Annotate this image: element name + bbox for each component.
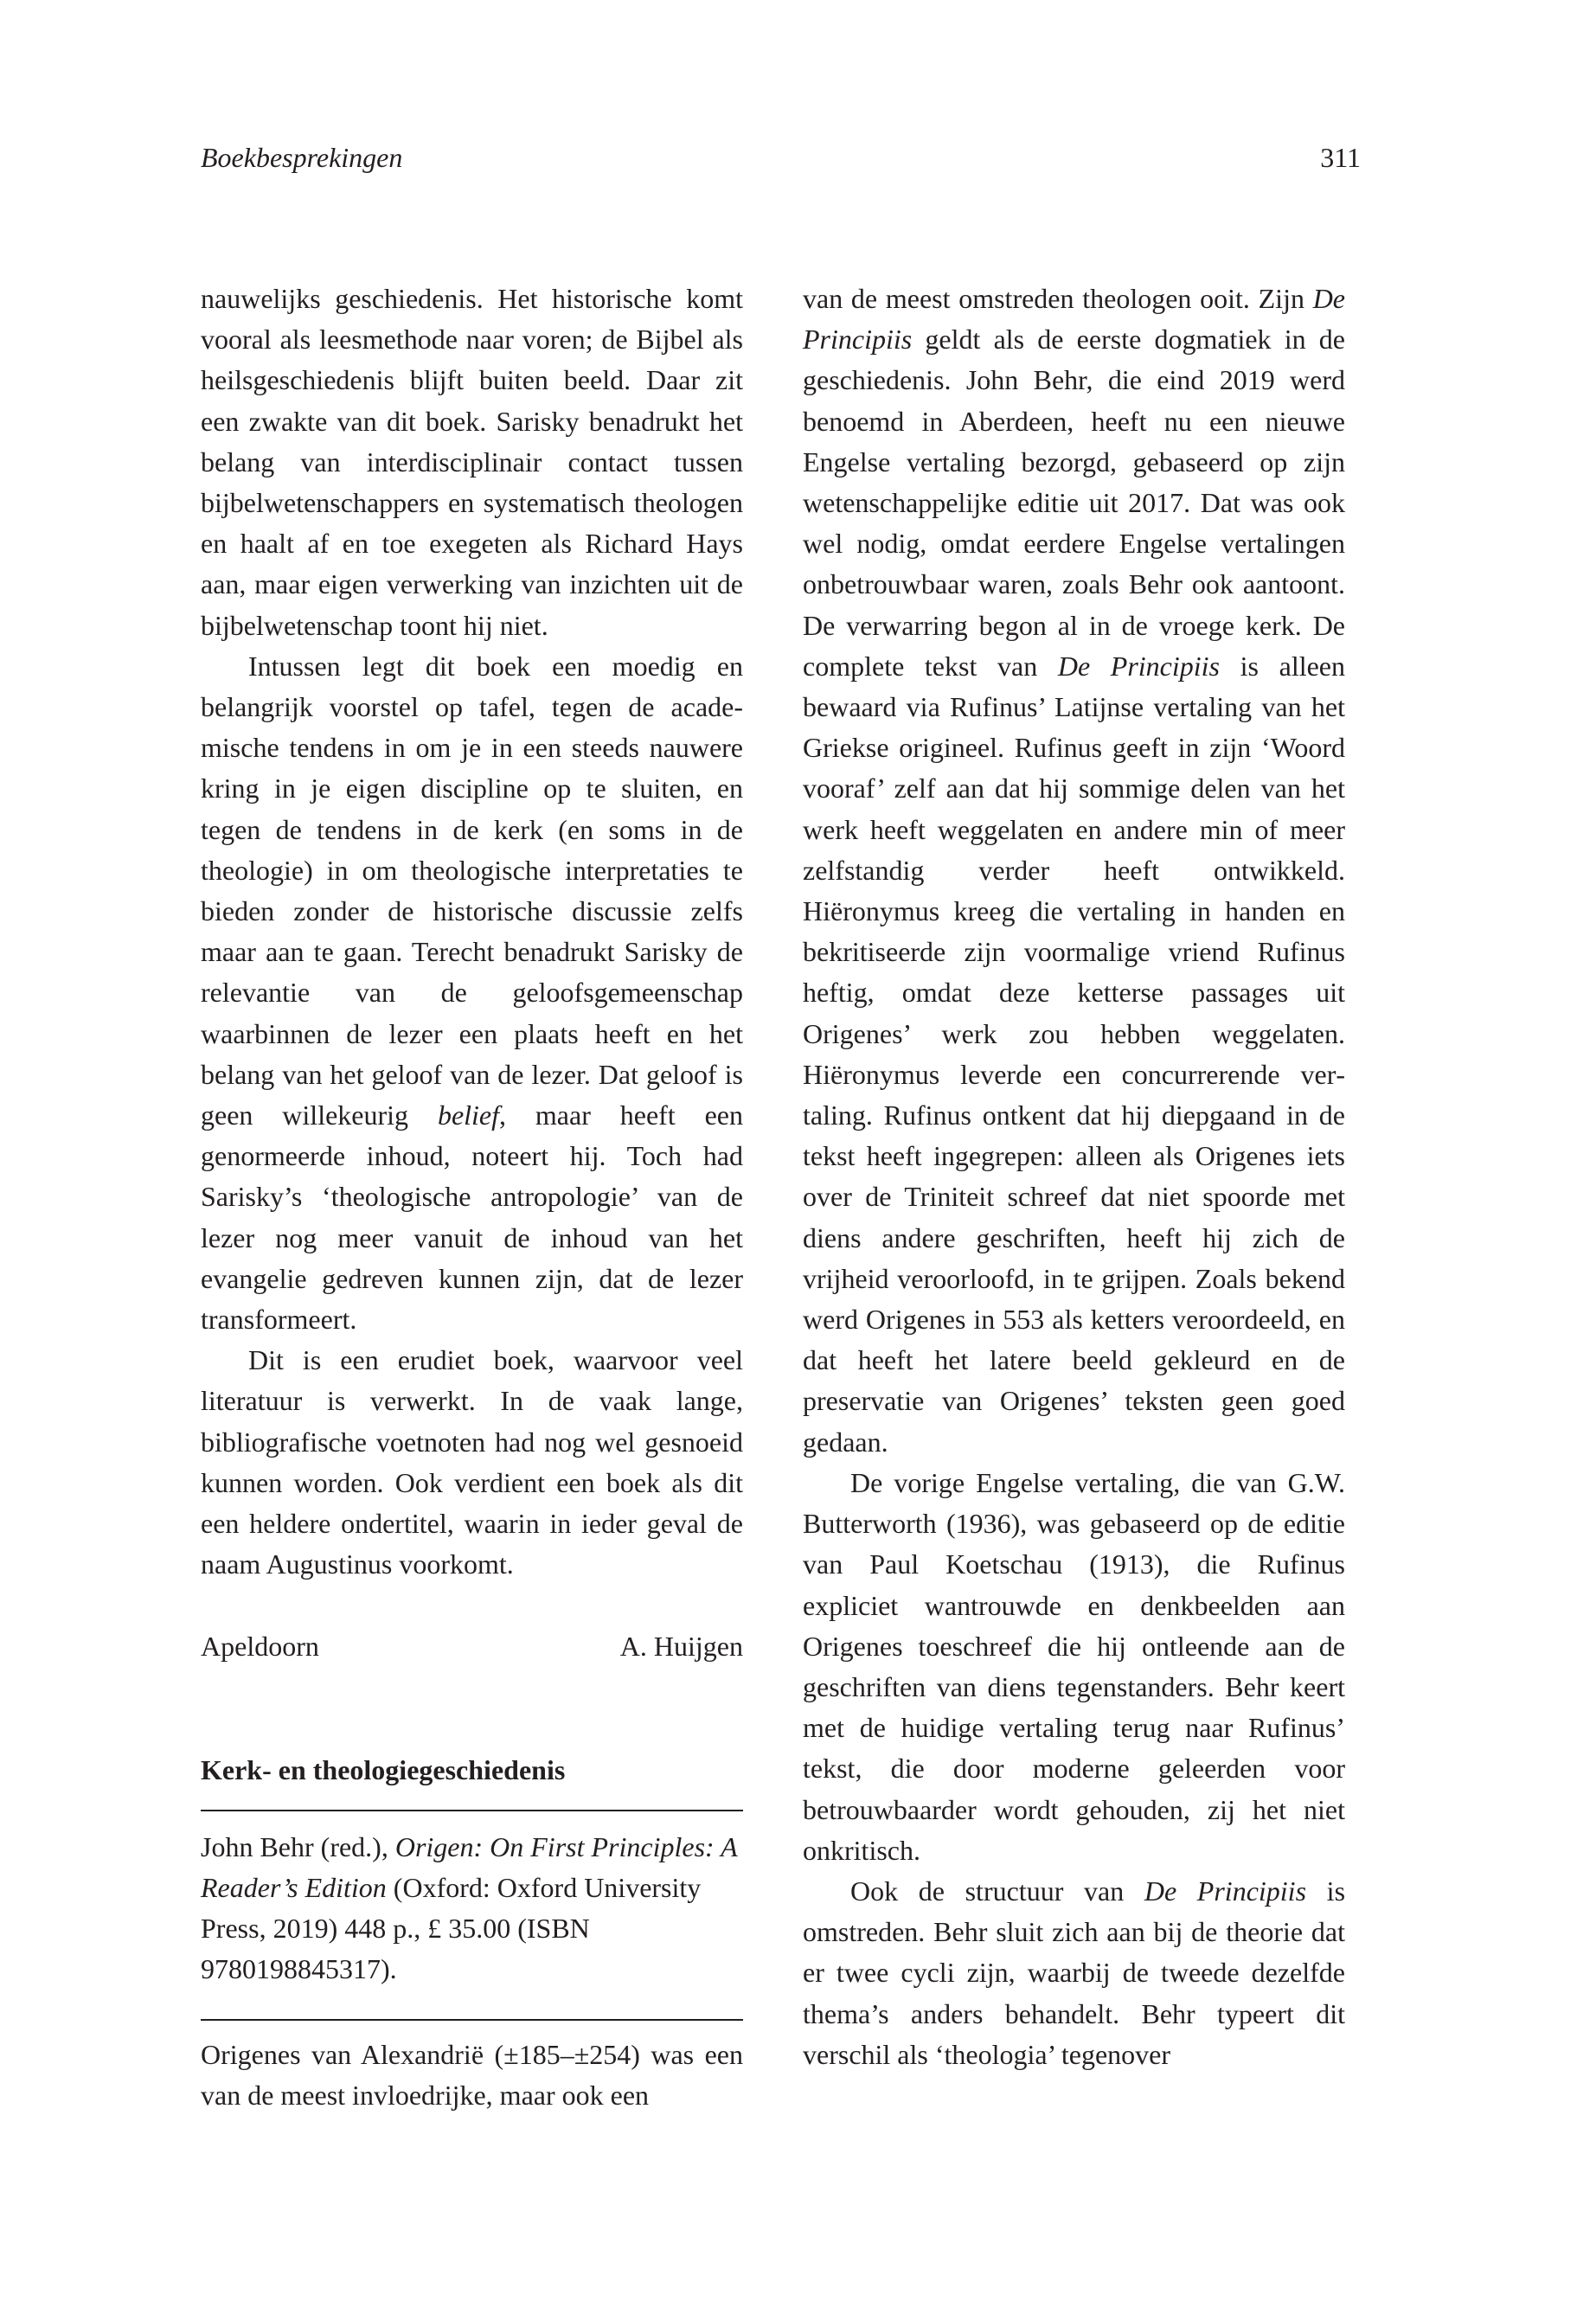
paragraph-text: is alleen bewaard via Rufinus’ Latijnse vertaling van het Griekse origineel. Rufinus geeft in zijn ‘Woord vooraf’ zelf aan dat hij sommige delen van het werk heeft weggelaten en andere min of meer zelfstandig verder heeft ontwikkeld. Hiëronymus kreeg die vertaling in handen en bekritiseerde zijn voormalige vriend Rufinus heftig, omdat deze ketterse passages uit Origenes’ werk zou hebben weggelaten. Hiëronymus leverde een concurrerende vertaling. Rufinus ontkent dat hij diepgaand in de tekst heeft ingegrepen: alleen als Origenes iets over de Triniteit schreef dat niet spoorde met diens andere geschriften, heeft hij zich de vrijheid veroorloofd, in te grijpen. Zoals bekend werd Origenes in 553 als ketters veroordeeld, en dat heeft het latere beeld gekleurd en de preservatie van Origenes’ teksten geen goed gedaan. bbox=[803, 650, 1346, 1458]
signature-place: Apeldoorn bbox=[201, 1630, 319, 1662]
paragraph-text: Intussen legt dit boek een moedig en belangrijk voorstel op tafel, tegen de academische tendens in om je in een steeds nauwere kring in je eigen discipline op te sluiten, en tegen de tendens in de kerk (en soms in de theologie) in om theologische interpretaties te bieden zonder de historische discussie zelfs maar aan te gaan. Terecht benadrukt Sarisky de relevantie van de geloofsgemeenschap waarbinnen de lezer een plaats heeft en het belang van het geloof van de lezer. Dat geloof is geen willekeurig bbox=[201, 650, 743, 1131]
bib-details: (Oxford: Oxford University Press, 2019) 448 p., £ 35.00 (ISBN 9780198845317). bbox=[201, 1871, 702, 1984]
emphasis: De Principiis bbox=[1144, 1875, 1307, 1907]
paragraph-text: , maar heeft een genormeerde inhoud, noteert hij. Toch had Sarisky’s ‘theologische antropologie’ van de lezer nog meer vanuit de inhoud van het evangelie gedreven kunnen zijn, dat de lezer transformeert. bbox=[201, 1099, 744, 1336]
paragraph: nauwelijks geschiedenis. Het historische komt vooral als leesmethode naar voren; de Bijbel als heilsgeschiedenis blijft buiten beeld. Daar zit een zwakte van dit boek. Sarisky benadrukt het belang van interdisciplinair contact tussen bijbelwetenschappers en systematisch theologen en haalt af en toe exegeten als Richard Hays aan, maar eigen verwerking van inzichten uit de bijbelwetenschap toont hij niet. bbox=[201, 283, 743, 641]
bibliographic-entry bbox=[201, 1827, 743, 1990]
paragraph bbox=[201, 646, 743, 1340]
signature-author: A. Huijgen bbox=[619, 1630, 743, 1662]
paragraph-text: is omstreden. Behr sluit zich aan bij de theorie dat er twee cycli zijn, waarbij de tweede dezelfde thema’s anders behandelt. Behr typeert dit verschil als ‘theologia’ tegenover bbox=[803, 1875, 1346, 2070]
paragraph-text: van de meest omstreden theologen ooit. Zijn bbox=[803, 283, 1313, 314]
divider bbox=[201, 1810, 743, 1811]
running-head: Boekbesprekingen bbox=[201, 142, 403, 173]
right-column bbox=[803, 279, 1345, 2075]
section-heading: Kerk- en theologiegeschiedenis bbox=[201, 1753, 566, 1785]
divider bbox=[201, 2019, 743, 2021]
emphasis: De Principiis bbox=[803, 283, 1345, 356]
paragraph: De vorige Engelse vertaling, die van G.W. Butterworth (1936), was gebaseerd op de editie van Paul Koetschau (1913), die Rufinus expliciet wantrouwde en denkbeelden aan Origenes toeschreef die hij ontleende aan de geschriften van diens tegenstanders. Behr keert met de huidige vertaling terug naar Rufinus’ tekst, die door moderne geleerden voor betrouwbaarder wordt gehouden, zij het niet onkritisch. bbox=[803, 1466, 1345, 1866]
bib-title: Origen: On First Principles: A Reader’s Edition bbox=[201, 1830, 738, 1903]
paragraph bbox=[803, 279, 1345, 1463]
review-signature bbox=[201, 1626, 743, 1667]
paragraph bbox=[803, 1871, 1345, 2075]
page-number: 311 bbox=[1320, 142, 1361, 173]
paragraph-text: Ook de structuur van bbox=[850, 1875, 1144, 1907]
paragraph: Dit is een erudiet boek, waarvoor veel literatuur is verwerkt. In de vaak lange, bibliografische voetnoten had nog wel gesnoeid kunnen worden. Ook verdient een boek als dit een heldere ondertitel, waarin in ieder geval de naam Augustinus voorkomt. bbox=[201, 1344, 743, 1580]
left-column bbox=[201, 279, 743, 2116]
emphasis: belief bbox=[437, 1099, 500, 1131]
emphasis: De Principiis bbox=[1057, 650, 1220, 682]
bib-editor: John Behr (red.), bbox=[201, 1830, 395, 1862]
paragraph: Origenes van Alexandrië (±185–±254) was een van de meest invloedrijke, maar ook een bbox=[201, 2038, 743, 2111]
paragraph-text: geldt als de eerste dogmatiek in de geschiedenis. John Behr, die eind 2019 werd benoemd in Aberdeen, heeft nu een nieuwe Engelse vertaling bezorgd, gebaseerd op zijn wetenschappelijke editie uit 2017. Dat was ook wel nodig, omdat eerdere Engelse vertalingen onbetrouwbaar waren, zoals Behr ook aantoont. De verwarring begon al in de vroege kerk. De complete tekst van bbox=[803, 324, 1345, 682]
